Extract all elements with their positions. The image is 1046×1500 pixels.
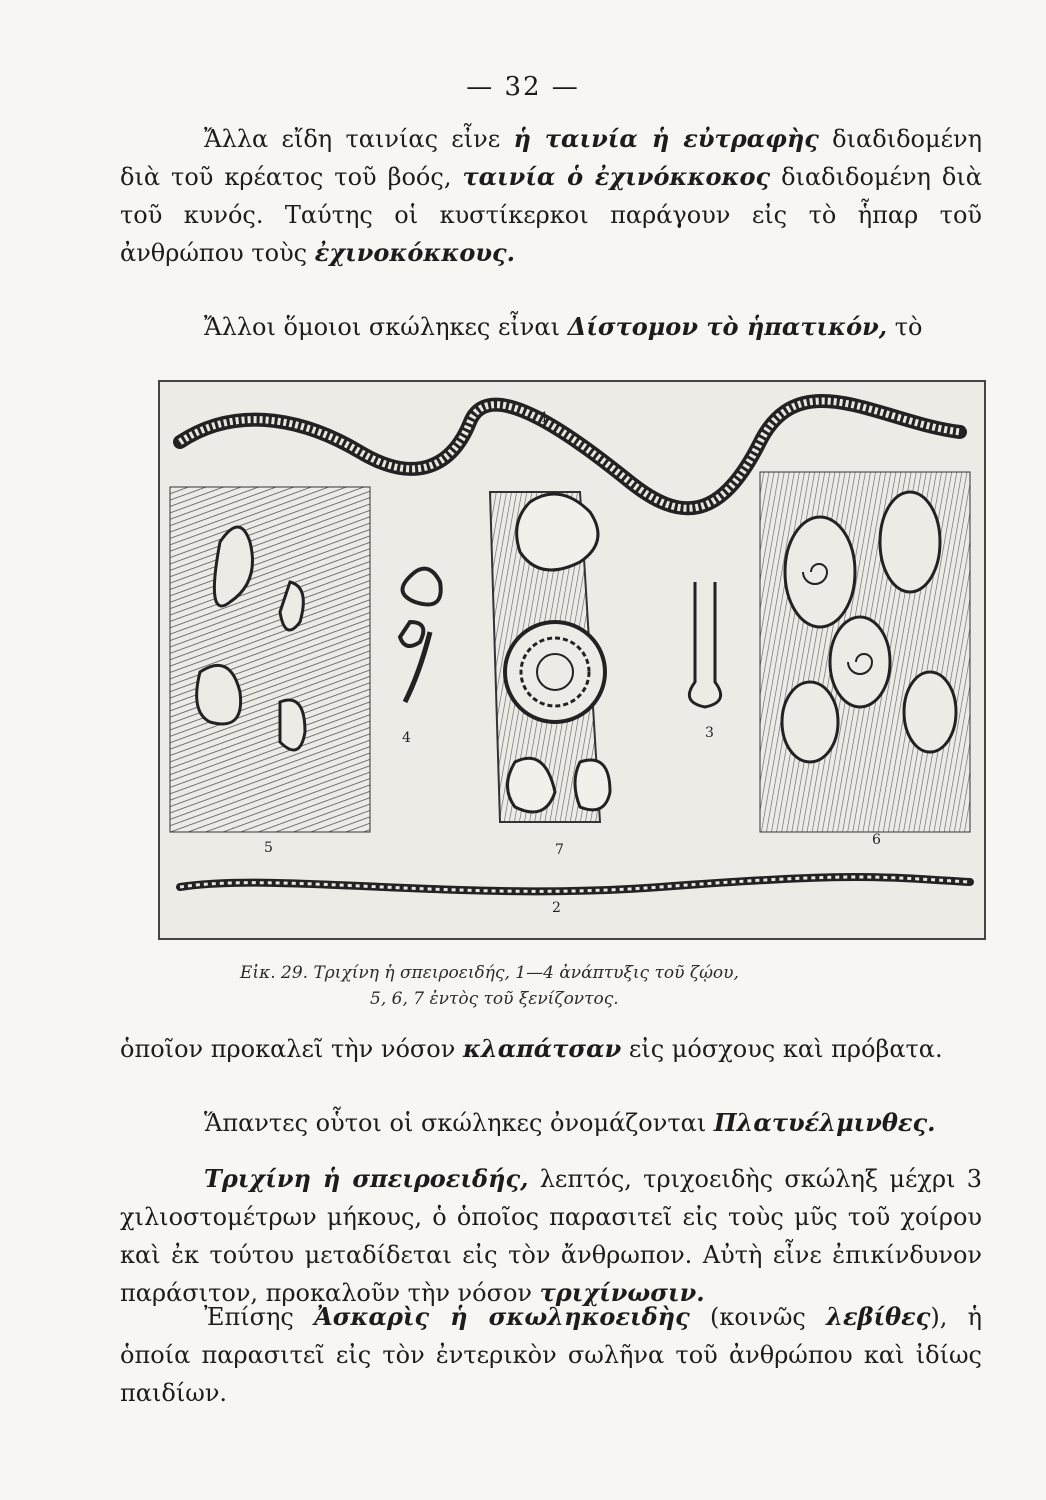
figure-label-6: 6 — [872, 832, 881, 848]
paragraph-flatworms — [120, 1104, 982, 1142]
term-echinococcus: ταινία ὁ ἐχινόκκοκος — [462, 162, 771, 191]
figure-label-4: 4 — [402, 730, 411, 746]
caption-line-1: Εἰκ. 29. Τριχίνη ἡ σπειροειδής, 1—4 ἀνάπτυξις τοῦ ζῴου, — [240, 963, 739, 983]
paragraph-trichina — [120, 1160, 982, 1312]
illustration-drawing — [160, 382, 984, 938]
page-number: — 32 — — [466, 72, 580, 102]
muscle-tissue-5 — [170, 487, 370, 832]
figure-label-2: 2 — [552, 900, 561, 916]
figure-label-5: 5 — [264, 840, 273, 856]
term-platyhelminthes: Πλατυέλμινθες. — [713, 1108, 936, 1137]
text-run: Ἄλλα εἴδη ταινίας εἶνε — [204, 125, 514, 153]
larva-coil-4 — [403, 569, 441, 605]
text-run: τὸ — [887, 313, 923, 341]
text-run: εἰς μόσχους καὶ πρόβατα. — [621, 1035, 943, 1063]
figure-label-3: 3 — [705, 725, 714, 741]
figure-label-1: 1 — [540, 410, 549, 426]
worm-2 — [180, 877, 970, 891]
paragraph-klapatsa — [120, 1030, 982, 1068]
text-run: Ἄλλοι ὅμοιοι σκώληκες εἶναι — [204, 313, 568, 341]
figure-label-7: 7 — [555, 842, 564, 858]
term-trichinosis: τριχίνωσιν. — [539, 1278, 705, 1307]
term-liver-fluke: Δίστομον τὸ ἡπατικόν, — [567, 312, 888, 341]
text-run: διαδιδομένη διὰ τοῦ κυνός. Ταύτης οἱ κυστίκερκοι παράγουν εἰς τὸ ἧπαρ τοῦ ἀνθρώπου τοὺς — [120, 163, 982, 267]
text-run: ὁποῖον προκαλεῖ τὴν νόσον — [120, 1035, 463, 1063]
paragraph-ascaris — [120, 1298, 982, 1412]
text-run: διαδιδομένη διὰ τοῦ κρέατος τοῦ βοός, — [120, 125, 983, 191]
larva-3 — [689, 582, 720, 707]
text-run: (κοινῶς — [689, 1303, 827, 1331]
text-run: ), ἡ ὁποία παρασιτεῖ εἰς τὸν ἐντερικὸν σωλῆνα τοῦ ἀνθρώπου καὶ ἰδίως παιδίων. — [120, 1303, 982, 1407]
term-taenia-saginata: ἡ ταινία ἡ εὐτραφὴς — [513, 124, 819, 153]
text-run: Ἅπαντες οὗτοι οἱ σκώληκες ὀνομάζονται — [204, 1109, 714, 1137]
paragraph-flukes — [120, 308, 982, 346]
text-run: Ἐπίσης — [204, 1303, 315, 1331]
caption-line-2: 5, 6, 7 ἐντὸς τοῦ ξενίζοντος. — [370, 989, 619, 1009]
term-trichinella: Τριχίνη ἡ σπειροειδής, — [204, 1164, 529, 1193]
paragraph-tapeworms — [120, 120, 982, 272]
trichina-illustration — [158, 380, 986, 940]
term-levithes: λεβίθες — [826, 1302, 931, 1331]
text-run: λεπτός, τριχοειδὴς σκώληξ μέχρι 3 χιλιοστομέτρων μήκους, ὁ ὁποῖος παρασιτεῖ εἰς τοὺς μῦς τοῦ χοίρου καὶ ἐκ τούτου μεταδίδεται εἰς τὸν ἄνθρωπον. Αὐτὴ εἶνε ἐπικίνδυνον παράσιτον, προκαλοῦν τὴν νόσον — [120, 1165, 983, 1307]
term-klapatsa: κλαπάτσαν — [462, 1034, 622, 1063]
term-ascaris: Ἀσκαρὶς ἡ σκωληκοειδὴς — [314, 1302, 690, 1331]
figure-caption — [240, 960, 940, 1012]
term-echinococci: ἐχινοκόκκους. — [314, 238, 516, 267]
